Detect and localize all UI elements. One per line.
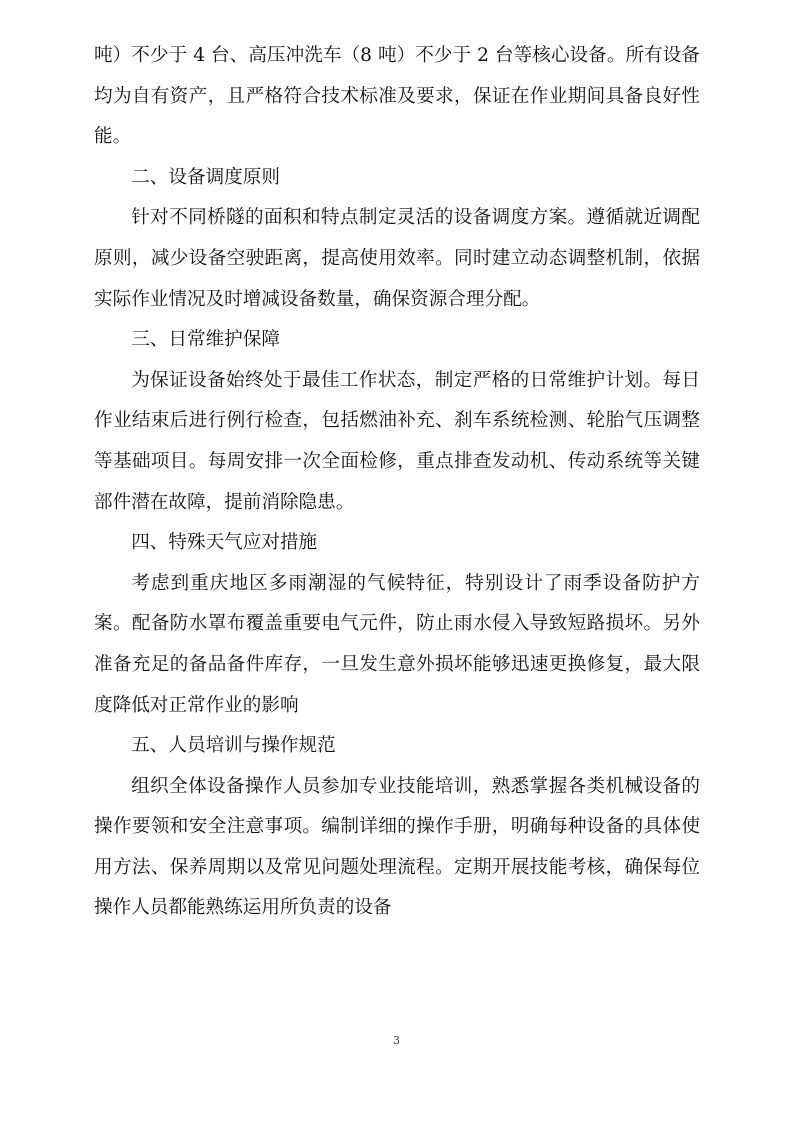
document-body [94, 36, 700, 929]
section-heading-training: 五、人员培训与操作规范 [131, 735, 336, 757]
page-number: 3 [393, 1034, 400, 1047]
section-heading-maintenance: 三、日常维护保障 [131, 329, 280, 351]
section-heading-dispatch: 二、设备调度原则 [131, 166, 280, 188]
paragraph-training: 组织全体设备操作人员参加专业技能培训，熟悉掌握各类机械设备的操作要领和安全注意事项。编制详细的操作手册，明确每种设备的具体使用方法、保养周期以及常见问题处理流程。定期开展技能考核，确保每位操作人员都能熟练运用所负责的设备 [94, 775, 700, 919]
section-heading-weather: 四、特殊天气应对措施 [131, 532, 318, 554]
paragraph-dispatch: 针对不同桥隧的面积和特点制定灵活的设备调度方案。遵循就近调配原则，减少设备空驶距离，提高使用效率。同时建立动态调整机制，依据实际作业情况及时增减设备数量，确保资源合理分配。 [94, 207, 700, 310]
paragraph-maintenance: 为保证设备始终处于最佳工作状态，制定严格的日常维护计划。每日作业结束后进行例行检查，包括燃油补充、刹车系统检测、轮胎气压调整等基础项目。每周安排一次全面检修，重点排查发动机、传动系统等关键部件潜在故障，提前消除隐患。 [94, 369, 700, 513]
paragraph-weather: 考虑到重庆地区多雨潮湿的气候特征，特别设计了雨季设备防护方案。配备防水罩布覆盖重要电气元件，防止雨水侵入导致短路损坏。另外准备充足的备品备件库存，一旦发生意外损坏能够迅速更换修复，最大限度降低对正常作业的影响 [94, 572, 700, 716]
paragraph-equipment-list: 吨）不少于 4 台、高压冲洗车（8 吨）不少于 2 台等核心设备。所有设备均为自有资产，且严格符合技术标准及要求，保证在作业期间具备良好性能。 [94, 45, 700, 148]
